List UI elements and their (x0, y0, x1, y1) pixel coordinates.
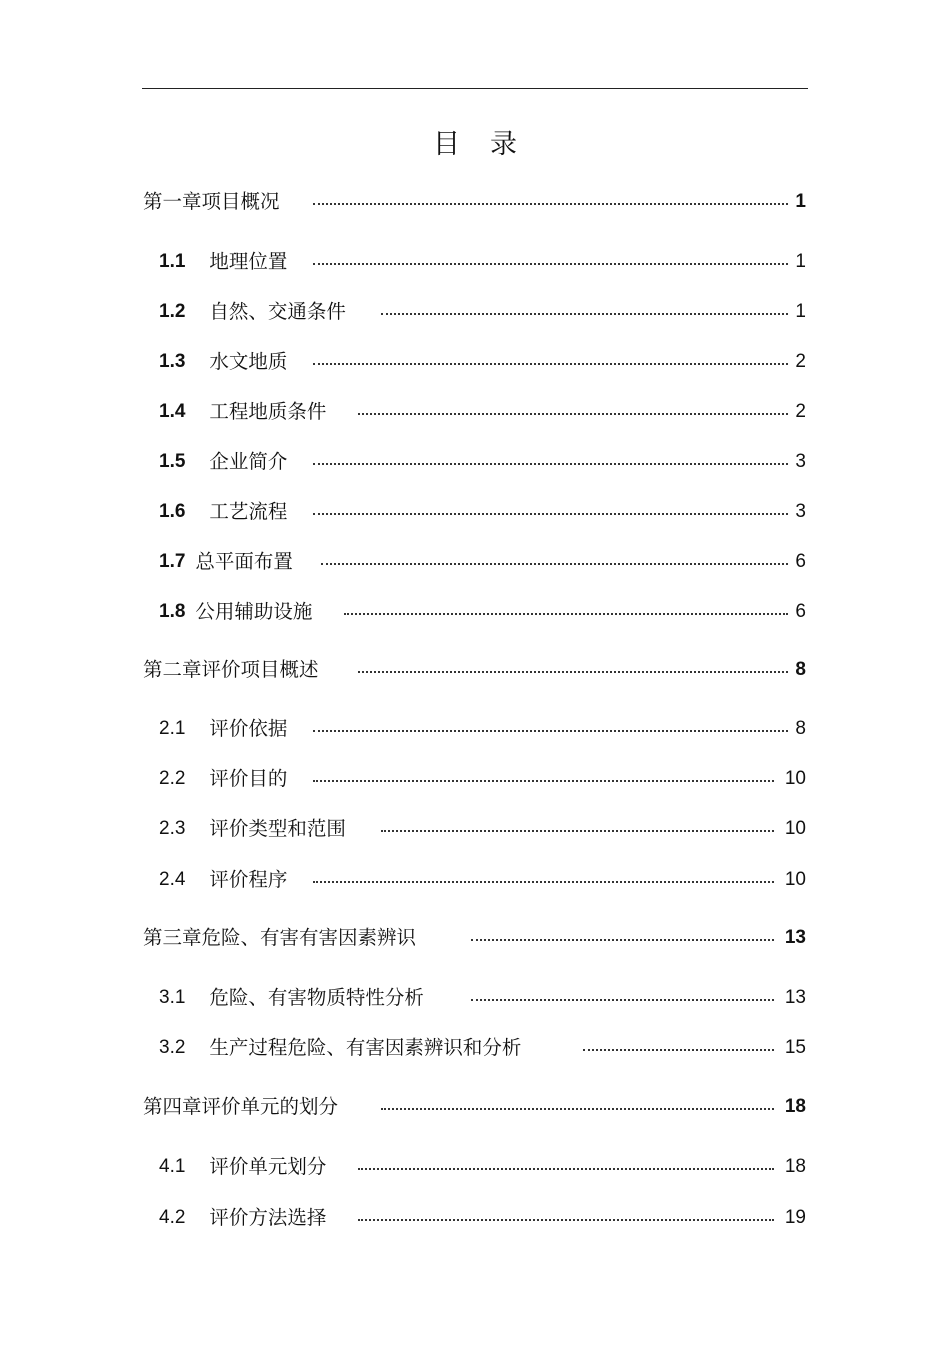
toc-section-entry[interactable] (159, 866, 806, 894)
toc-section-entry[interactable] (159, 715, 806, 743)
toc-page-number: 19 (784, 1207, 806, 1228)
toc-page-number: 3 (795, 451, 806, 472)
toc-entry-label: 第三章危险、有害有害因素辨识 (143, 926, 417, 949)
toc-entry-label: 危险、有害物质特性分析 (209, 986, 424, 1009)
toc-entry-number: 3.2 (159, 1037, 186, 1058)
toc-entry-number: 2.2 (159, 768, 186, 789)
toc-entry-label: 工艺流程 (209, 500, 288, 523)
toc-entry-label: 水文地质 (209, 350, 288, 373)
toc-page-number: 8 (795, 659, 806, 680)
toc-chapter-entry[interactable] (143, 188, 806, 216)
page-title (0, 122, 950, 161)
toc-entry-number: 1.1 (159, 251, 186, 272)
toc-chapter-entry[interactable] (143, 924, 806, 952)
toc-entry-number: 2.3 (159, 818, 186, 839)
toc-page-number: 2 (795, 351, 806, 372)
toc-entry-label: 第一章项目概况 (143, 190, 280, 213)
toc-dot-leader (381, 1108, 774, 1110)
toc-entry-label: 评价目的 (209, 767, 288, 790)
toc-section-entry[interactable] (159, 448, 806, 476)
toc-dot-leader (313, 363, 788, 365)
toc-entry-number: 1.2 (159, 301, 186, 322)
toc-dot-leader (313, 263, 788, 265)
toc-entry-label: 评价类型和范围 (209, 817, 346, 840)
toc-entry-number: 4.2 (159, 1207, 186, 1228)
toc-section-entry[interactable] (159, 498, 806, 526)
toc-section-entry[interactable] (159, 248, 806, 276)
toc-section-entry[interactable] (159, 984, 806, 1012)
toc-entry-label: 企业简介 (209, 450, 288, 473)
toc-page-number: 1 (795, 191, 806, 212)
toc-entry-label: 自然、交通条件 (209, 300, 346, 323)
toc-dot-leader (313, 881, 774, 883)
toc-page-number: 8 (795, 718, 806, 739)
toc-entry-number: 1.3 (159, 351, 186, 372)
toc-section-entry[interactable] (159, 348, 806, 376)
toc-entry-label: 总平面布置 (195, 550, 293, 573)
toc-entry-number: 1.4 (159, 401, 186, 422)
toc-entry-number: 1.5 (159, 451, 186, 472)
toc-dot-leader (358, 671, 788, 673)
toc-dot-leader (313, 203, 788, 205)
toc-entry-label: 地理位置 (209, 250, 288, 273)
toc-section-entry[interactable] (159, 298, 806, 326)
toc-entry-label: 评价依据 (209, 717, 288, 740)
toc-dot-leader (358, 413, 788, 415)
toc-page-number: 2 (795, 401, 806, 422)
title-char-2: 录 (490, 129, 517, 160)
title-char-1: 目 (433, 129, 460, 160)
toc-section-entry[interactable] (159, 1204, 806, 1232)
toc-entry-label: 评价单元划分 (209, 1155, 327, 1178)
toc-page-number: 10 (784, 869, 806, 890)
toc-page-number: 6 (795, 601, 806, 622)
toc-section-entry[interactable] (159, 765, 806, 793)
toc-page-number: 10 (784, 768, 806, 789)
toc-entry-label: 公用辅助设施 (195, 600, 313, 623)
toc-page-number: 3 (795, 501, 806, 522)
toc-section-entry[interactable] (159, 398, 806, 426)
toc-entry-label: 第二章评价项目概述 (143, 658, 319, 681)
toc-section-entry[interactable] (159, 1034, 806, 1062)
toc-page-number: 18 (784, 1096, 806, 1117)
toc-dot-leader (313, 463, 788, 465)
toc-dot-leader (471, 999, 774, 1001)
toc-entry-label: 生产过程危险、有害因素辨识和分析 (209, 1036, 522, 1059)
toc-entry-label: 评价程序 (209, 868, 288, 891)
toc-dot-leader (381, 830, 774, 832)
toc-page-number: 1 (795, 301, 806, 322)
toc-entry-number: 1.8 (159, 601, 186, 622)
toc-entry-number: 3.1 (159, 987, 186, 1008)
toc-entry-number: 1.7 (159, 551, 186, 572)
toc-entry-label: 工程地质条件 (209, 400, 327, 423)
toc-entry-number: 1.6 (159, 501, 186, 522)
toc-dot-leader (358, 1168, 774, 1170)
toc-entry-label: 第四章评价单元的划分 (143, 1095, 339, 1118)
toc-section-entry[interactable] (159, 548, 806, 576)
toc-dot-leader (313, 730, 788, 732)
toc-dot-leader (313, 513, 788, 515)
toc-chapter-entry[interactable] (143, 1093, 806, 1121)
toc-section-entry[interactable] (159, 1153, 806, 1181)
toc-dot-leader (471, 939, 774, 941)
header-rule (142, 88, 808, 89)
toc-entry-number: 2.4 (159, 869, 186, 890)
toc-page-number: 6 (795, 551, 806, 572)
toc-page-number: 1 (795, 251, 806, 272)
toc-dot-leader (358, 1219, 774, 1221)
toc-dot-leader (321, 563, 788, 565)
toc-dot-leader (344, 613, 788, 615)
toc-chapter-entry[interactable] (143, 656, 806, 684)
toc-page-number: 13 (784, 987, 806, 1008)
toc-dot-leader (313, 780, 774, 782)
toc-entry-label: 评价方法选择 (209, 1206, 327, 1229)
toc-dot-leader (583, 1049, 774, 1051)
toc-entry-number: 2.1 (159, 718, 186, 739)
toc-section-entry[interactable] (159, 598, 806, 626)
toc-entry-number: 4.1 (159, 1156, 186, 1177)
toc-page-number: 15 (784, 1037, 806, 1058)
toc-page-number: 13 (784, 927, 806, 948)
toc-section-entry[interactable] (159, 815, 806, 843)
toc-page-number: 18 (784, 1156, 806, 1177)
toc-page-number: 10 (784, 818, 806, 839)
toc-dot-leader (381, 313, 788, 315)
